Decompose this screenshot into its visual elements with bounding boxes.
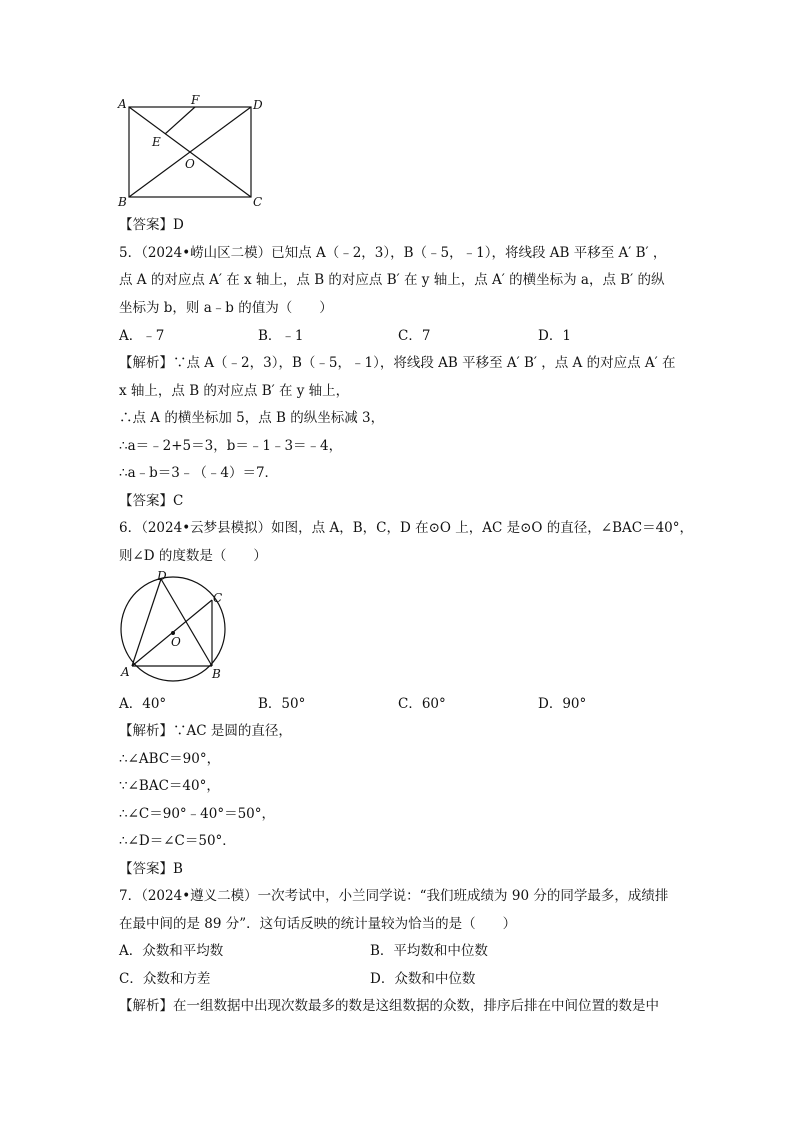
- q4-answer: 【答案】D: [119, 217, 184, 233]
- circle-figure: [112, 568, 236, 684]
- q6-option-d: D．90°: [538, 696, 587, 712]
- label-c: C: [213, 591, 223, 605]
- q5-stem-line-2: 点 A 的对应点 A′ 在 x 轴上，点 B 的对应点 B′ 在 y 轴上，点 A′ 的横坐标为 a，点 B′ 的纵: [119, 272, 665, 288]
- label-o: O: [171, 635, 181, 649]
- label-o: O: [185, 157, 195, 171]
- q5-option-d: D．1: [538, 328, 571, 344]
- q5-analysis-line-3: ∴点 A 的横坐标加 5，点 B 的纵坐标减 3，: [119, 410, 385, 426]
- q7-option-a: A．众数和平均数: [119, 943, 224, 959]
- rectangle-figure: [115, 92, 275, 212]
- q5-option-b: B．﹣1: [258, 328, 304, 344]
- q7-option-b: B．平均数和中位数: [370, 943, 488, 959]
- label-b: B: [118, 195, 127, 209]
- label-f: F: [191, 93, 200, 107]
- q5-stem-line-1: 5．（2024•崂山区二模）已知点 A（﹣2，3），B（﹣5，﹣1），将线段 AB 平移至 A′ B′ ，: [119, 245, 667, 261]
- q7-option-c: C．众数和方差: [119, 971, 211, 987]
- label-a: A: [118, 97, 127, 111]
- q6-stem-line-1: 6．（2024•云梦县模拟）如图，点 A，B，C，D 在⊙O 上，AC 是⊙O 的直径，∠BAC＝40°，: [119, 520, 694, 536]
- label-b: B: [212, 667, 221, 681]
- chord-db: [161, 579, 212, 666]
- q7-stem-line-2: 在最中间的是 89 分”．这句话反映的统计量较为恰当的是（ ）: [119, 916, 517, 932]
- q7-stem-line-1: 7．（2024•遵义二模）一次考试中，小兰同学说：“我们班成绩为 90 分的同学最多，成绩排: [119, 888, 669, 904]
- q7-option-d: D．众数和中位数: [370, 971, 476, 987]
- q5-option-c: C．7: [398, 328, 431, 344]
- q6-analysis-line-4: ∴∠C＝90°﹣40°＝50°，: [119, 806, 276, 822]
- label-e: E: [152, 135, 161, 149]
- label-d: D: [253, 98, 263, 112]
- q5-answer: 【答案】C: [119, 493, 184, 509]
- label-c: C: [253, 195, 263, 209]
- q6-option-a: A．40°: [119, 696, 167, 712]
- q7-analysis-line-1: 【解析】在一组数据中出现次数最多的数是这组数据的众数，排序后排在中间位置的数是中: [119, 998, 659, 1014]
- label-a: A: [121, 665, 130, 679]
- q5-analysis-line-2: x 轴上，点 B 的对应点 B′ 在 y 轴上，: [119, 383, 350, 399]
- q5-stem-line-3: 坐标为 b，则 a﹣b 的值为（ ）: [119, 300, 333, 316]
- q5-analysis-line-5: ∴a﹣b＝3﹣（﹣4）＝7．: [119, 465, 279, 481]
- q6-option-b: B．50°: [258, 696, 306, 712]
- q6-option-c: C．60°: [398, 696, 446, 712]
- q5-analysis-line-1: 【解析】∵点 A（﹣2，3），B（﹣5，﹣1），将线段 AB 平移至 A′ B′ ，点 A 的对应点 A′ 在: [119, 355, 676, 371]
- q6-analysis-line-5: ∴∠D＝∠C＝50°．: [119, 833, 236, 849]
- q6-analysis-line-1: 【解析】∵AC 是圆的直径，: [119, 723, 292, 739]
- q5-option-a: A．﹣7: [119, 328, 165, 344]
- q6-analysis-line-3: ∵∠BAC＝40°，: [119, 778, 220, 794]
- q6-stem-line-2: 则∠D 的度数是（ ）: [119, 548, 267, 564]
- segment-ef: [165, 107, 195, 134]
- q6-answer: 【答案】B: [119, 861, 183, 877]
- q5-analysis-line-4: ∴a＝﹣2+5＝3，b＝﹣1﹣3＝﹣4，: [119, 438, 343, 454]
- label-d: D: [157, 569, 167, 583]
- q6-analysis-line-2: ∴∠ABC＝90°，: [119, 751, 221, 767]
